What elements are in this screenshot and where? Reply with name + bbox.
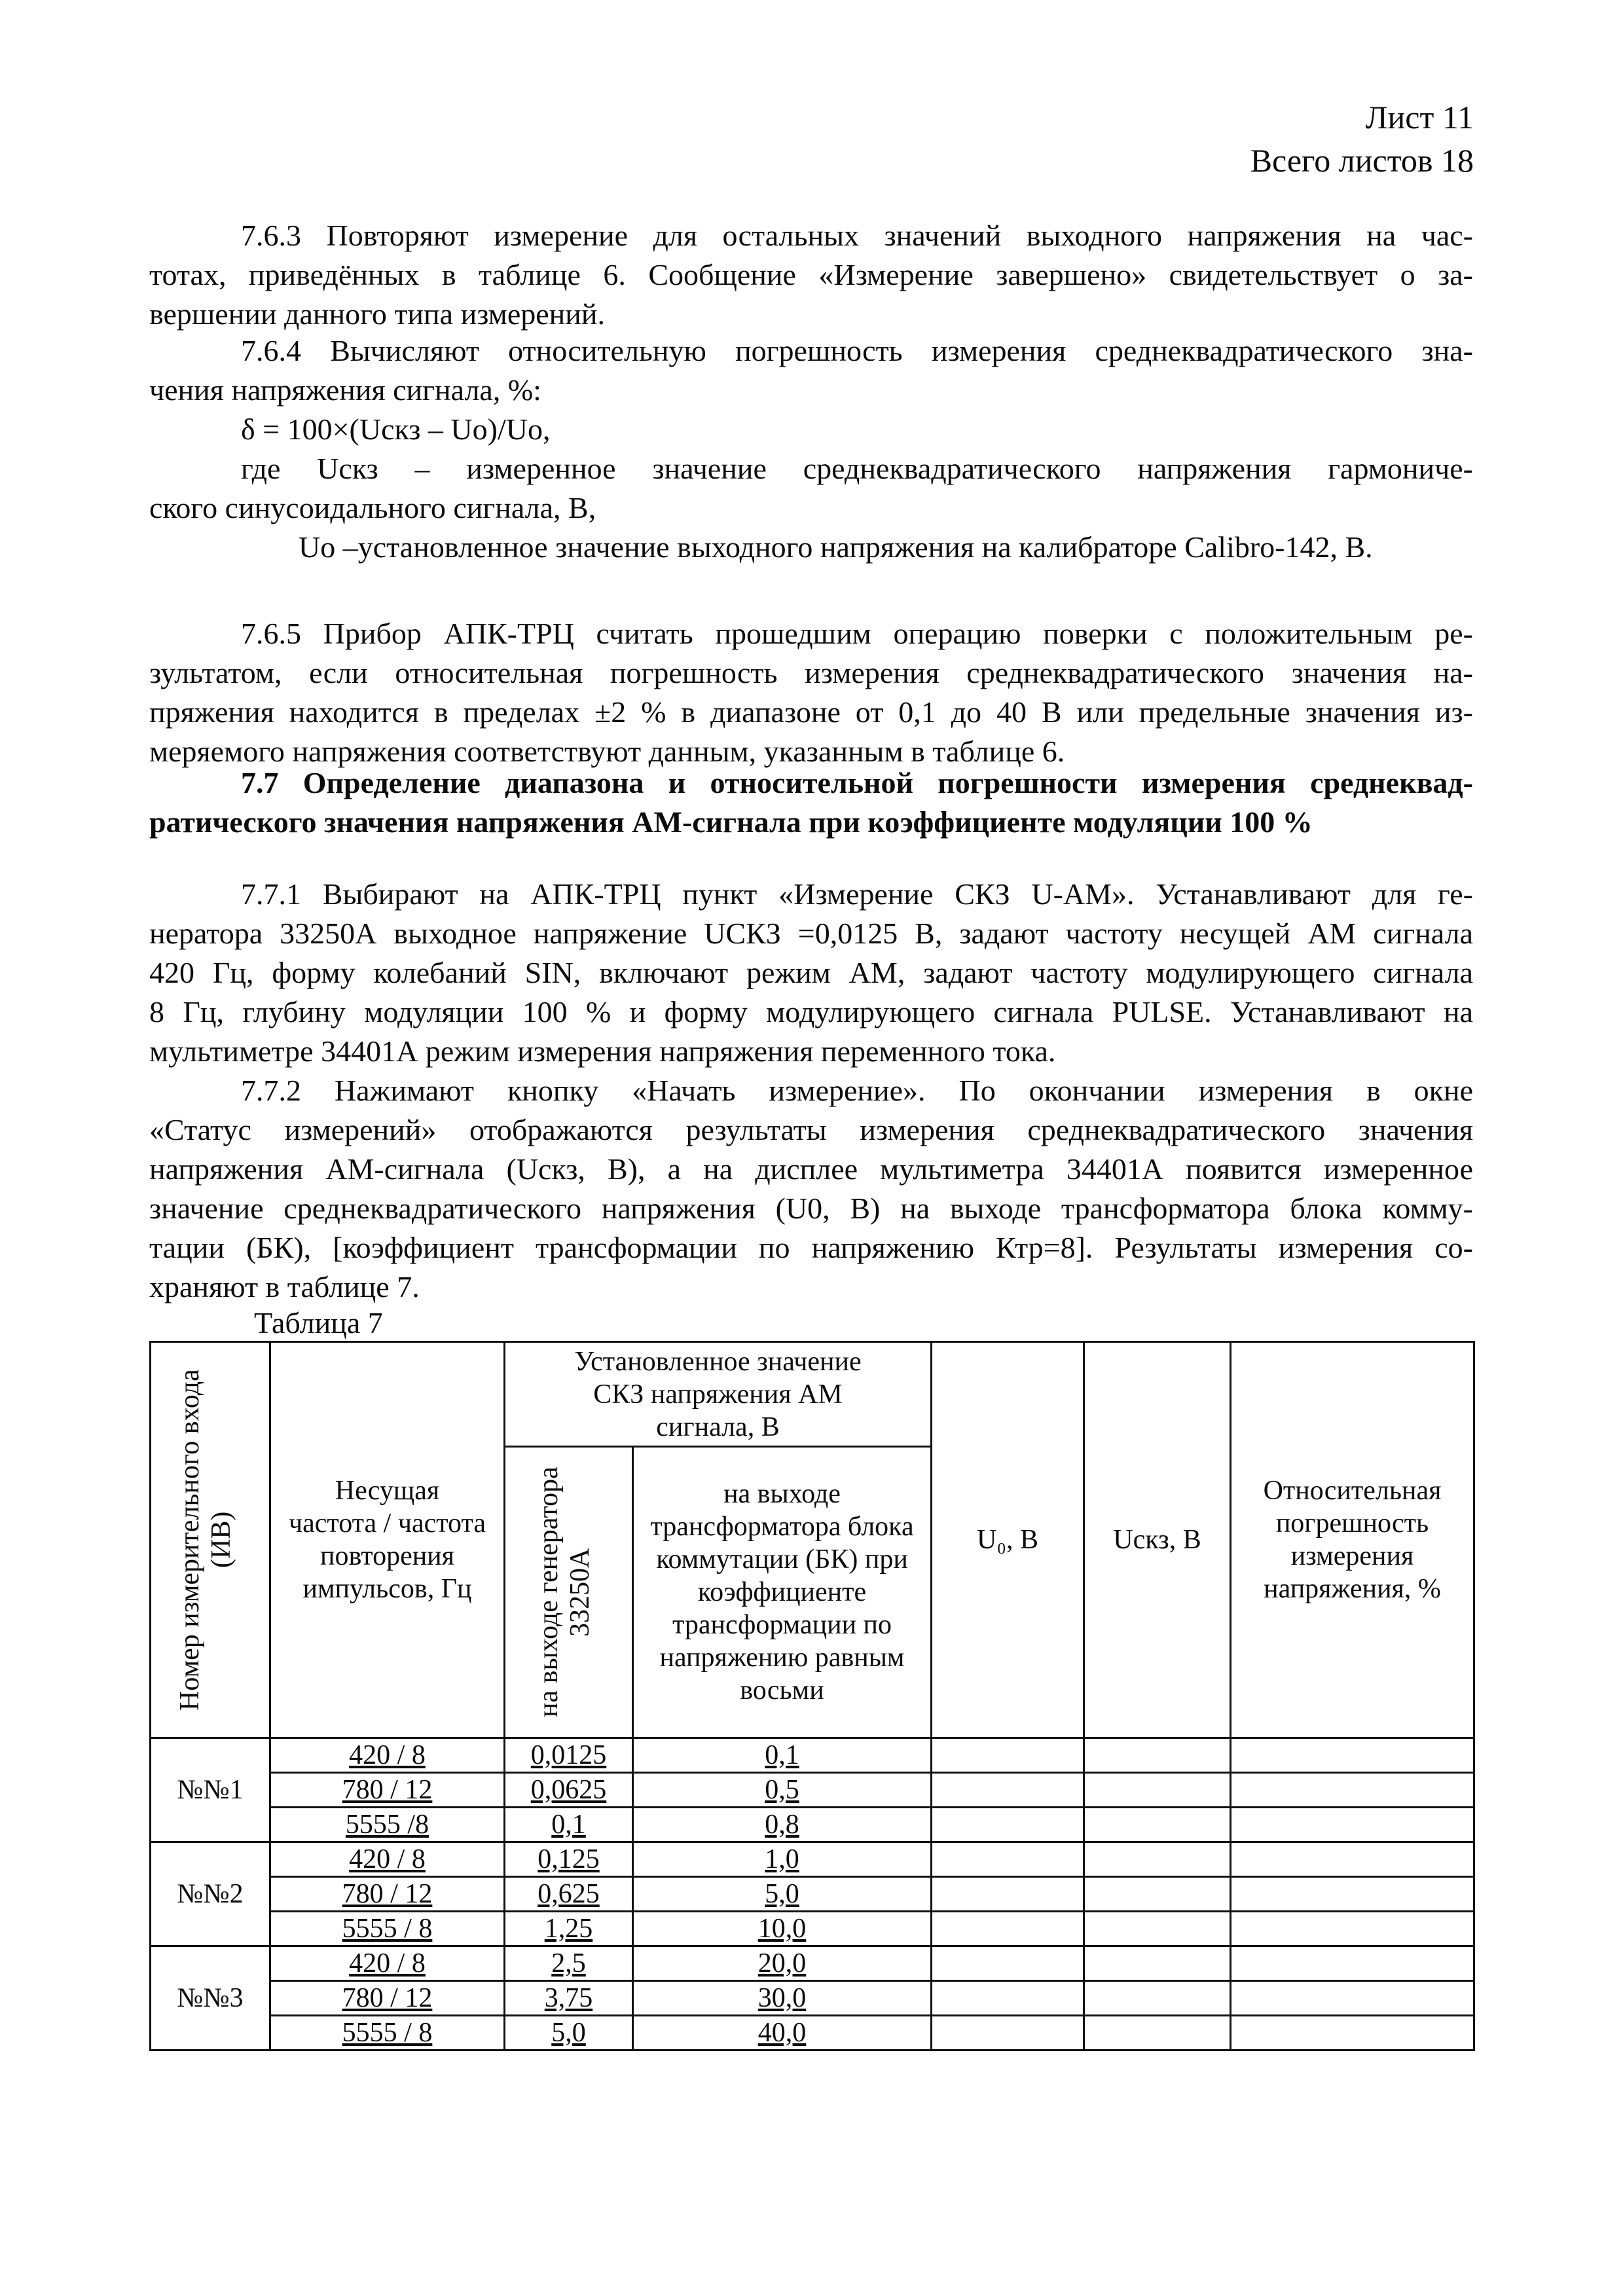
cell-freq-value: 5555 /8	[345, 1810, 429, 1840]
text-line: где Uскз – измеренное значение среднеквадратического напряжения гармониче-	[241, 452, 1473, 485]
cell-tr-out-value: 10,0	[757, 1914, 807, 1944]
cell-freq	[270, 1773, 505, 1808]
paragraph-7-6-4	[149, 331, 1473, 410]
text-line: вершении данного типа измерений.	[149, 297, 606, 331]
cell-gen-out-value: 0,125	[538, 1844, 600, 1874]
cell-freq-value: 420 / 8	[349, 1948, 426, 1978]
cell-gen-out	[505, 1912, 633, 1946]
cell-freq-value: 780 / 12	[342, 1879, 433, 1909]
cell-uskz	[1084, 1981, 1231, 2016]
cell-input: №№3	[151, 1946, 270, 2050]
header-gen-out-text: на выходе генератора 33250А	[533, 1467, 595, 1718]
cell-uskz	[1084, 2016, 1231, 2050]
header-input-text: Номер измерительного входа (ИВ)	[175, 1369, 236, 1711]
cell-gen-out-value: 3,75	[544, 1983, 593, 2013]
cell-freq	[270, 1912, 505, 1946]
text-line: значение среднеквадратического напряжения (U0, В) на выходе трансформатора блока комму-	[149, 1192, 1473, 1225]
cell-u0	[932, 1842, 1084, 1877]
cell-tr-out-value: 40,0	[757, 2018, 807, 2048]
cell-tr-out-value: 20,0	[757, 1948, 807, 1978]
header-freq-text: Несущая частота / частота повторения импульсов, Гц	[289, 1476, 486, 1604]
cell-uskz	[1084, 1773, 1231, 1808]
text-line: напряжения АМ-сигнала (Uскз, В), а на дисплее мультиметра 34401А появится измеренное	[149, 1152, 1473, 1186]
header-freq	[270, 1342, 505, 1738]
cell-rel-err	[1231, 1738, 1474, 1773]
sheet-total: Всего листов 18	[1250, 142, 1474, 179]
paragraph-7-7-2	[149, 1071, 1473, 1307]
header-u0	[932, 1342, 1084, 1738]
cell-freq-value: 5555 / 8	[342, 2018, 433, 2048]
cell-tr-out	[633, 1981, 932, 2016]
section-title-7-7	[149, 763, 1473, 842]
paragraph-7-6-3	[149, 216, 1473, 334]
cell-rel-err	[1231, 1842, 1474, 1877]
cell-uskz	[1084, 1912, 1231, 1946]
cell-tr-out-value: 5,0	[765, 1879, 799, 1909]
header-set-value	[505, 1342, 932, 1447]
cell-rel-err	[1231, 1912, 1474, 1946]
cell-tr-out	[633, 1842, 932, 1877]
formula-text: δ = 100×(Uскз – Uo)/Uo,	[241, 412, 551, 446]
text-line: 7.7.2 Нажимают кнопку «Начать измерение». По окончании измерения в окне	[241, 1074, 1473, 1107]
header-tr-out	[633, 1447, 932, 1738]
cell-u0	[932, 1981, 1084, 2016]
cell-tr-out	[633, 1946, 932, 1981]
header-u0-text: U₀, В	[977, 1525, 1038, 1555]
text-line: 7.7.1 Выбирают на АПК-ТРЦ пункт «Измерение СКЗ U-AM». Устанавливают для ге-	[241, 877, 1473, 911]
formula-uo	[299, 528, 1473, 567]
cell-gen-out	[505, 1946, 633, 1981]
text-line: ского синусоидального сигнала, В,	[149, 491, 596, 524]
cell-tr-out	[633, 1912, 932, 1946]
text-line: «Статус измерений» отображаются результаты измерения среднеквадратического значения	[149, 1113, 1473, 1146]
cell-uskz	[1084, 1808, 1231, 1842]
cell-freq-value: 420 / 8	[349, 1844, 426, 1874]
cell-gen-out-value: 1,25	[544, 1914, 593, 1944]
table-row	[151, 1808, 1474, 1842]
cell-gen-out	[505, 1738, 633, 1773]
cell-uskz	[1084, 1842, 1231, 1877]
cell-u0	[932, 1808, 1084, 1842]
text-line: 7.6.3 Повторяют измерение для остальных значений выходного напряжения на час-	[241, 219, 1473, 252]
table-row	[151, 2016, 1474, 2050]
cell-gen-out-value: 0,0625	[530, 1775, 607, 1805]
cell-rel-err	[1231, 2016, 1474, 2050]
cell-gen-out	[505, 1773, 633, 1808]
cell-freq	[270, 1946, 505, 1981]
header-uskz	[1084, 1342, 1231, 1738]
header-tr-out-text: на выходе трансформатора блока коммутации (БК) при коэффициенте трансформации по напряжению равным восьми	[650, 1479, 914, 1705]
header-input	[151, 1342, 270, 1738]
header-rel-err	[1231, 1342, 1474, 1738]
cell-freq	[270, 1842, 505, 1877]
cell-u0	[932, 1773, 1084, 1808]
text-line: 420 Гц, форму колебаний SIN, включают режим АМ, задают частоту модулирующего сигнала	[149, 956, 1473, 989]
cell-uskz	[1084, 1946, 1231, 1981]
text-line: тации (БК), [коэффициент трансформации по напряжению Ктр=8]. Результаты измерения со-	[149, 1231, 1473, 1264]
cell-tr-out	[633, 2016, 932, 2050]
cell-rel-err	[1231, 1773, 1474, 1808]
cell-u0	[932, 1912, 1084, 1946]
cell-rel-err	[1231, 1808, 1474, 1842]
cell-gen-out-value: 2,5	[551, 1948, 586, 1978]
title-line: 7.7 Определение диапазона и относительной погрешности измерения среднеквад-	[241, 766, 1473, 799]
cell-u0	[932, 1946, 1084, 1981]
cell-tr-out-value: 0,8	[765, 1810, 799, 1840]
table-row	[151, 1946, 1474, 1981]
paragraph-7-6-5	[149, 614, 1473, 771]
cell-u0	[932, 2016, 1084, 2050]
text-line: мультиметре 34401А режим измерения напряжения переменного тока.	[149, 1034, 1056, 1068]
cell-tr-out	[633, 1773, 932, 1808]
text-line: меряемого напряжения соответствуют данным, указанным в таблице 6.	[149, 735, 1065, 768]
cell-rel-err	[1231, 1981, 1474, 2016]
text-line: 7.6.4 Вычисляют относительную погрешность измерения среднеквадратического зна-	[241, 334, 1473, 367]
cell-freq	[270, 2016, 505, 2050]
table-row	[151, 1981, 1474, 2016]
cell-freq-value: 420 / 8	[349, 1740, 426, 1770]
text-line: храняют в таблице 7.	[149, 1270, 420, 1303]
cell-freq	[270, 1981, 505, 2016]
cell-rel-err	[1231, 1946, 1474, 1981]
cell-freq-value: 780 / 12	[342, 1775, 433, 1805]
formula-where	[149, 449, 1473, 528]
header-gen-out	[505, 1447, 633, 1738]
table-row	[151, 1912, 1474, 1946]
table-7	[149, 1341, 1475, 2051]
title-line: ратического значения напряжения АМ-сигнала при коэффициенте модуляции 100 %	[149, 805, 1313, 839]
table-row	[151, 1842, 1474, 1877]
cell-freq	[270, 1808, 505, 1842]
header-rel-err-text: Относительная погрешность измерения напряжения, %	[1263, 1476, 1442, 1604]
cell-gen-out-value: 5,0	[551, 2018, 586, 2048]
cell-tr-out-value: 1,0	[765, 1844, 799, 1874]
cell-gen-out-value: 0,0125	[530, 1740, 607, 1770]
cell-gen-out	[505, 1981, 633, 2016]
cell-freq	[270, 1877, 505, 1912]
table-row	[151, 1738, 1474, 1773]
cell-freq	[270, 1738, 505, 1773]
cell-tr-out-value: 0,5	[765, 1775, 799, 1805]
cell-gen-out	[505, 1842, 633, 1877]
cell-gen-out	[505, 1877, 633, 1912]
cell-tr-out	[633, 1738, 932, 1773]
cell-input: №№2	[151, 1842, 270, 1946]
text-line: пряжения находится в пределах ±2 % в диапазоне от 0,1 до 40 В или предельные значения из-	[149, 695, 1473, 729]
cell-u0	[932, 1877, 1084, 1912]
cell-tr-out-value: 0,1	[765, 1740, 799, 1770]
sheet-number: Лист 11	[1365, 99, 1474, 136]
cell-freq-value: 5555 / 8	[342, 1914, 433, 1944]
header-uskz-text: Uскз, В	[1113, 1525, 1201, 1555]
text-line: чения напряжения сигнала, %:	[149, 373, 541, 407]
text-line: зультатом, если относительная погрешность измерения среднеквадратического значения на-	[149, 656, 1473, 689]
header-set-value-text: Установленное значение СКЗ напряжения АМ сигнала, В	[574, 1346, 862, 1442]
cell-uskz	[1084, 1877, 1231, 1912]
cell-gen-out-value: 0,1	[551, 1810, 586, 1840]
paragraph-7-7-1	[149, 875, 1473, 1071]
cell-tr-out	[633, 1877, 932, 1912]
text-line: 8 Гц, глубину модуляции 100 % и форму модулирующего сигнала PULSE. Устанавливают на	[149, 995, 1473, 1029]
cell-freq-value: 780 / 12	[342, 1983, 433, 2013]
cell-tr-out	[633, 1808, 932, 1842]
text-line: тотах, приведённых в таблице 6. Сообщение «Измерение завершено» свидетельствует о за-	[149, 258, 1473, 291]
cell-uskz	[1084, 1738, 1231, 1773]
cell-input: №№1	[151, 1738, 270, 1842]
cell-gen-out	[505, 2016, 633, 2050]
cell-rel-err	[1231, 1877, 1474, 1912]
text-line: 7.6.5 Прибор АПК-ТРЦ считать прошедшим операцию поверки с положительным ре-	[241, 617, 1473, 650]
table-row	[151, 1877, 1474, 1912]
cell-u0	[932, 1738, 1084, 1773]
sheet-header	[1250, 96, 1474, 182]
formula	[241, 410, 1472, 449]
cell-gen-out-value: 0,625	[538, 1879, 600, 1909]
cell-gen-out	[505, 1808, 633, 1842]
cell-tr-out-value: 30,0	[757, 1983, 807, 2013]
text-line: нератора 33250А выходное напряжение UСКЗ =0,0125 В, задают частоту несущей АМ сигнала	[149, 917, 1473, 950]
table-row	[151, 1773, 1474, 1808]
table-caption: Таблица 7	[254, 1306, 383, 1339]
text-line: Uo –установленное значение выходного напряжения на калибраторе Calibro-142, В.	[299, 530, 1373, 564]
